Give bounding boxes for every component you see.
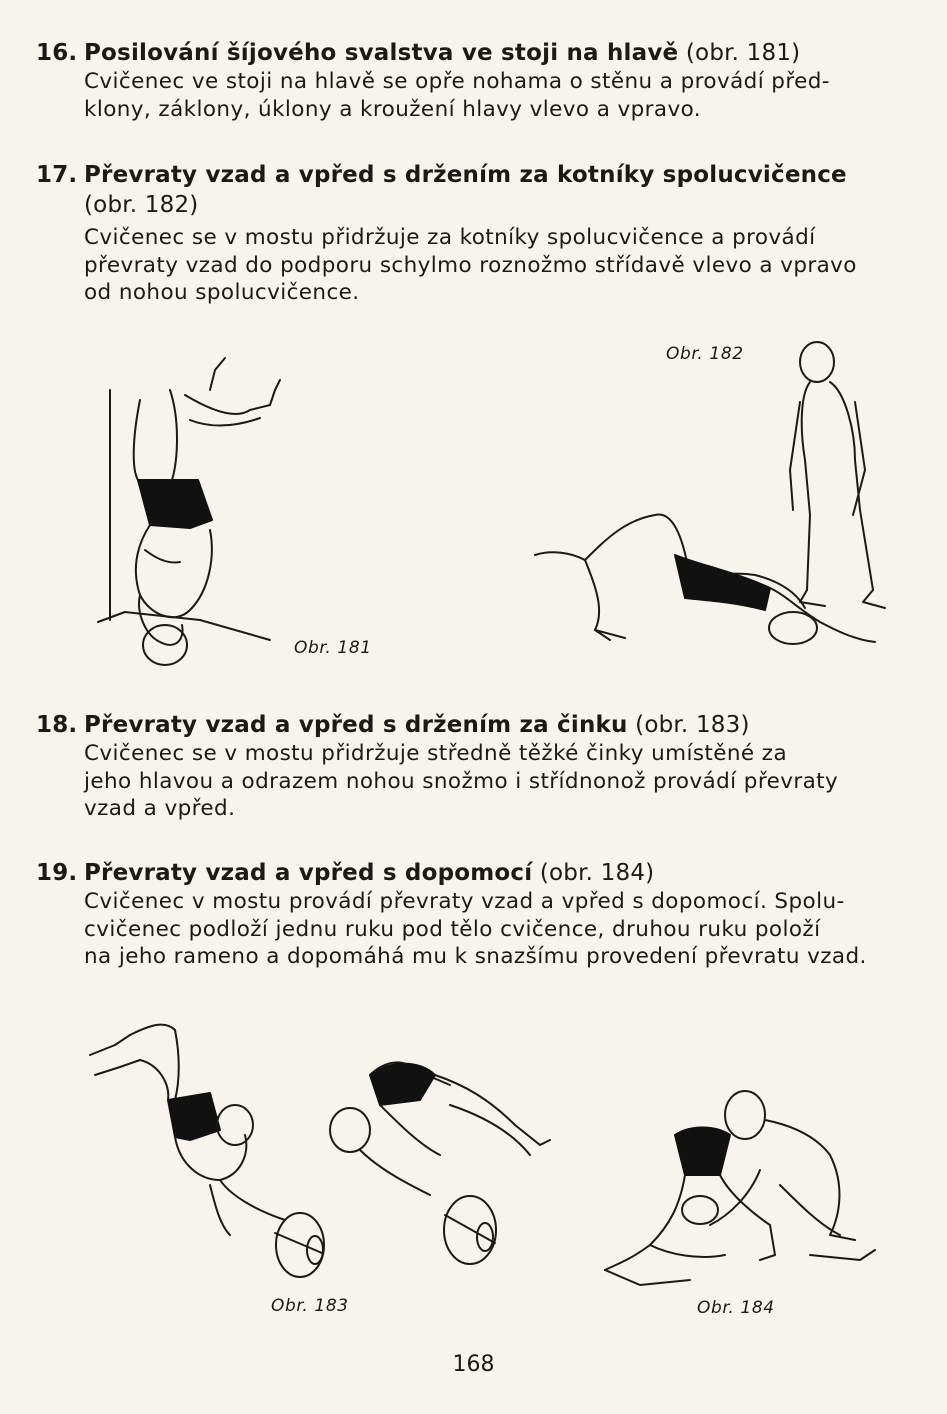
bridge-with-dumbbell-illustration [70,1005,570,1295]
text-line: Cvičenec v mostu provádí převraty vzad a vpřed s dopomocí. Spolu- [84,889,845,914]
exercise-19 [36,858,898,971]
exercise-heading [36,160,898,220]
text-line: cvičenec podloží jednu ruku pod tělo cvičence, druhou ruku položí [84,916,821,942]
exercise-17 [36,160,898,307]
bridge-holding-partner-ankles-illustration [525,340,905,670]
page-number: 168 [452,1352,495,1377]
headstand-against-wall-illustration [70,350,370,680]
text-line: vzad a vpřed. [84,796,236,821]
exercise-number: 19. [36,860,78,886]
text-line: převraty vzad do podporu schylmo roznožmo střídavě vlevo a vpravo [84,252,857,278]
exercise-title: Převraty vzad a vpřed s držením za činku [84,712,628,738]
text-line: na jeho rameno a dopomáhá mu k snazšímu provedení převratu vzad. [84,944,867,969]
exercise-number: 18. [36,712,78,738]
exercise-number: 17. [36,162,78,188]
figure-caption: Obr. 182 [666,344,744,364]
figure-caption: Obr. 183 [271,1296,349,1316]
exercise-description [84,888,898,971]
exercise-heading [36,38,898,68]
exercise-description [84,740,898,823]
exercise-heading [36,710,898,740]
exercise-18 [36,710,898,823]
text-line: od nohou spolucvičence. [84,280,360,305]
bridge-with-assistance-illustration [600,1075,890,1305]
exercise-16 [36,38,898,123]
figure-reference: (obr. 181) [685,40,801,66]
exercise-number: 16. [36,40,78,66]
text-line: Cvičenec ve stoji na hlavě se opře nohama o stěnu a provádí před- [84,69,830,94]
figure-reference: (obr. 184) [539,860,655,886]
exercise-description [84,224,898,307]
figure-caption: Obr. 181 [294,638,372,658]
exercise-description [84,68,898,123]
text-line: Cvičenec se v mostu přidržuje za kotníky spolucvičence a provádí [84,225,816,250]
text-line: jeho hlavou a odrazem nohou snožmo i střídnonož provádí převraty [84,768,839,794]
exercise-title: Posilování šíjového svalstva ve stoji na hlavě [84,40,679,66]
figure-caption: Obr. 184 [697,1298,775,1318]
text-line: Cvičenec se v mostu přidržuje středně těžké činky umístěné za [84,741,788,766]
exercise-title: Převraty vzad a vpřed s dopomocí [84,860,533,886]
figure-reference: (obr. 183) [635,712,750,738]
text-line: klony, záklony, úklony a kroužení hlavy vlevo a vpravo. [84,96,702,122]
exercise-title: Převraty vzad a vpřed s držením za kotníky spolucvičence [84,162,847,188]
exercise-heading [36,858,898,888]
figure-reference: (obr. 182) [84,192,199,218]
